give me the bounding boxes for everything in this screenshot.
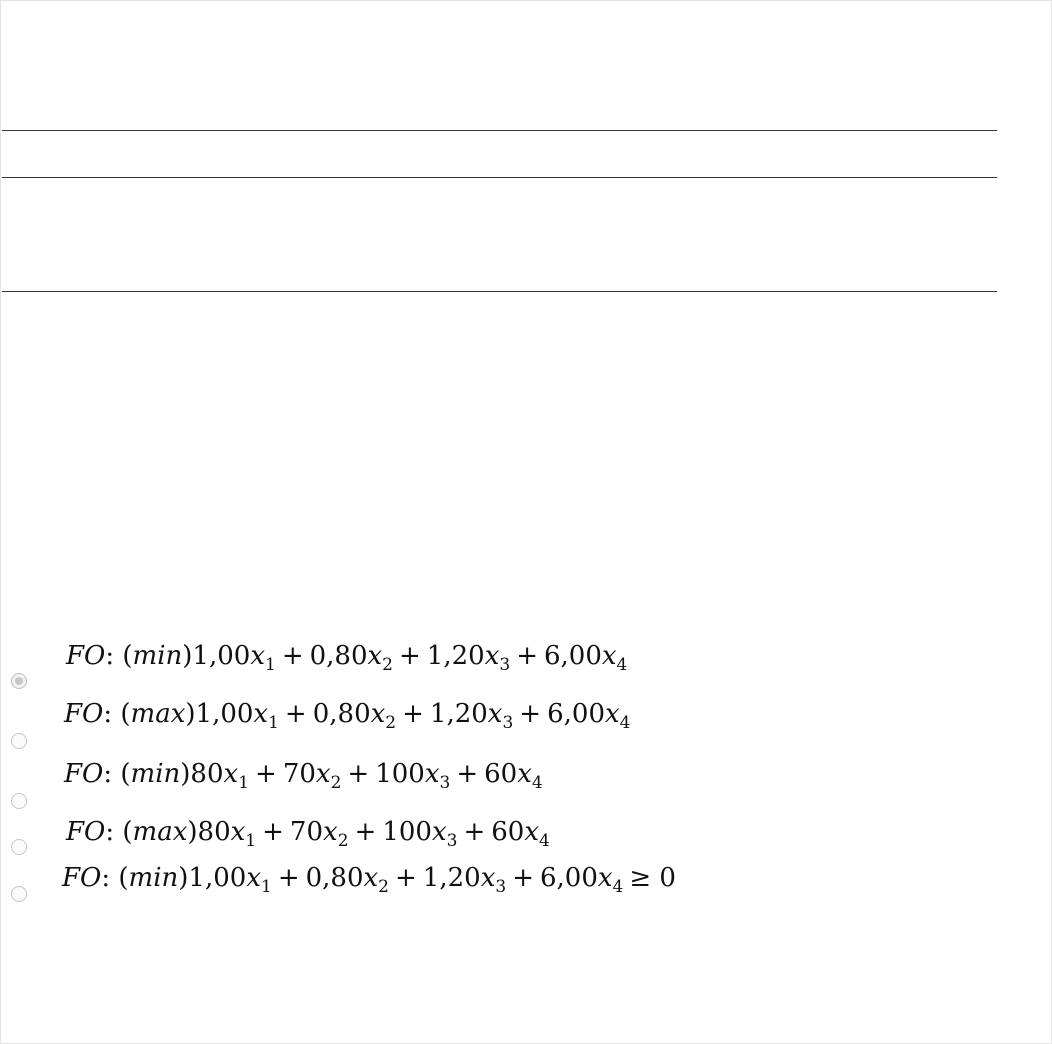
formula-prefix: FO [66,641,106,671]
option-formula [64,758,543,793]
formula-term: $0,80x_2$ [309,641,393,675]
formula-term: $100x_3$ [375,759,451,793]
option-radio[interactable] [11,673,27,689]
plus-operator: + [463,817,486,847]
plus-operator: + [347,759,370,789]
formula-term: $6,00x_4$ [547,699,631,733]
plus-operator: + [395,863,417,893]
formula-colon: : [101,863,119,893]
plus-operator: + [281,641,304,671]
option-radio[interactable] [11,733,27,749]
formula-sense: (min) [122,641,193,671]
formula-term: $70x_2$ [289,817,349,851]
formula-term: $1,00x_1$ [192,641,276,675]
formula-prefix: FO [64,699,104,729]
formula-term: $0,80x_2$ [312,699,397,733]
formula-term: $80x_1$ [190,759,250,793]
option-radio[interactable] [11,793,27,809]
formula-sense: (max) [122,817,198,847]
option-formula [66,640,628,675]
plus-operator: + [255,759,277,789]
formula-term: $1,20x_3$ [422,863,507,897]
plus-operator: + [354,817,377,847]
plus-operator: + [456,759,479,789]
formula-colon: : [105,817,123,847]
formula-sense: (max) [120,699,196,729]
plus-operator: + [277,863,300,893]
formula-term: $6,00x_4$ [539,863,624,897]
formula-term: $60x_4$ [491,817,550,851]
formula-term: $6,00x_4$ [543,641,628,675]
formula-term: $1,20x_3$ [429,699,514,733]
plus-operator: + [402,699,424,729]
formula-colon: : [103,759,121,789]
formula-term: $1,00x_1$ [195,699,279,733]
formula-term: $100x_3$ [382,817,458,851]
formula-term: $1,00x_1$ [188,863,272,897]
formula-suffix: ≥ 0 [629,863,676,893]
formula-term: $80x_1$ [197,817,257,851]
plus-operator: + [399,641,421,671]
formula-prefix: FO [62,863,102,893]
formula-colon: : [105,641,123,671]
option-radio[interactable] [11,886,27,902]
plus-operator: + [512,863,534,893]
plus-operator: + [519,699,542,729]
formula-colon: : [103,699,121,729]
formula-sense: (min) [118,863,189,893]
formula-term: $0,80x_2$ [305,863,389,897]
plus-operator: + [262,817,284,847]
formula-sense: (min) [120,759,191,789]
option-radio[interactable] [11,839,27,855]
formula-prefix: FO [64,759,104,789]
plus-operator: + [284,699,307,729]
formula-term: $70x_2$ [282,759,342,793]
formula-term: $60x_4$ [484,759,543,793]
plus-operator: + [516,641,538,671]
option-formula [62,862,682,897]
formula-term: $1,20x_3$ [426,641,511,675]
formula-prefix: FO [66,817,106,847]
option-formula [64,698,631,733]
option-formula [66,816,550,851]
